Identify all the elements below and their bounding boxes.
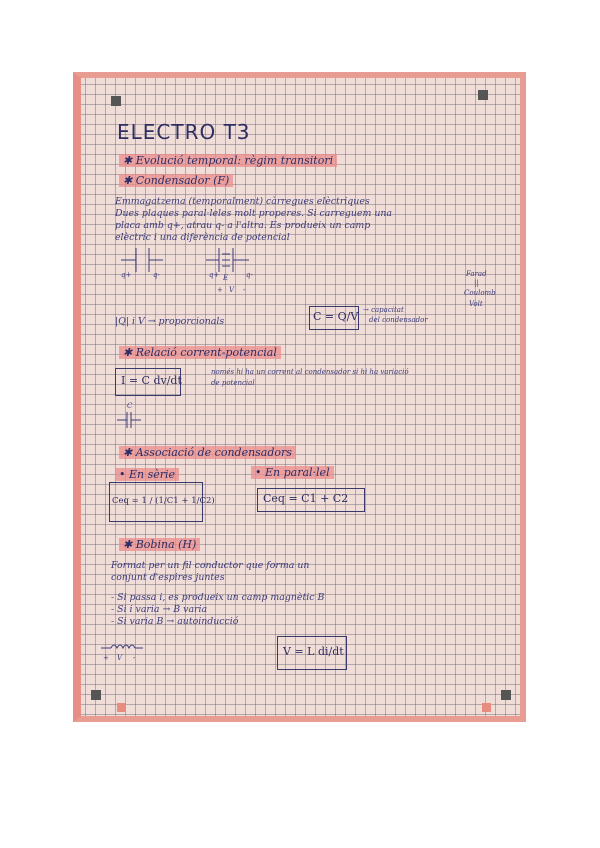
formula-bobina: V = L di/dt (283, 645, 344, 658)
heading-relacio: ✱ Relació corrent-potencial (119, 346, 281, 359)
formula-serie: Ceq = 1 / (1/C1 + 1/C2) (112, 496, 215, 506)
relacio-note-1: només hi ha un corrent al condensador si hi ha variació (211, 368, 409, 376)
side-note-4: Volt (469, 300, 483, 308)
side-note-2: || (474, 279, 479, 287)
condensador-line-3: placa amb q+, atrau q- a l'altra. Es produeix un camp (115, 220, 371, 231)
diagram-label-v: V (229, 286, 235, 294)
capacitat-note-1: → capacitat (363, 306, 404, 314)
formula-capacitat: C = Q/V (313, 310, 359, 323)
condensador-line-2: Dues plaques paral·leles molt properes. Si carreguem una (115, 208, 393, 219)
heading-evolucio: ✱ Evolució temporal: règim transitori (119, 154, 337, 167)
inductor-label-plus: + (103, 654, 109, 662)
bobina-list-3: - Si varia B → autoinducció (111, 616, 239, 627)
proportional-text: |Q| i V → proporcionals (115, 316, 225, 327)
side-note-1: Farad (466, 270, 487, 278)
page-title: ELECTRO T3 (117, 120, 251, 144)
inductor-label-v: V (117, 654, 123, 662)
side-note-3: Coulomb (464, 289, 496, 297)
diagram-label-q2: q- (153, 271, 160, 279)
bobina-list-1: - Si passa i, es produeix un camp magnètic B (111, 592, 325, 603)
condensador-line-1: Emmagatzema (temporalment) càrregues elèctriques (115, 196, 370, 207)
bobina-line-1: Format per un fil conductor que forma un (111, 560, 310, 571)
notebook-sheet (73, 72, 526, 722)
heading-associacio: ✱ Associació de condensadors (119, 446, 296, 459)
formula-parallel: Ceq = C1 + C2 (263, 492, 349, 505)
inductor-label-minus: - (133, 654, 136, 662)
bobina-list-2: - Si i varia → B varia (111, 604, 208, 615)
condensador-line-4: elèctric i una diferència de potencial (115, 232, 290, 243)
relacio-note-2: de potencial (211, 379, 255, 387)
diagram-label-q1: q+ (121, 271, 132, 279)
heading-bobina: ✱ Bobina (H) (119, 538, 200, 551)
heading-condensador: ✱ Condensador (F) (119, 174, 233, 187)
capacitat-note-2: del condensador (369, 316, 428, 324)
formula-corrent: I = C dv/dt (121, 374, 182, 387)
diagram-label-e: E (223, 274, 229, 282)
subheading-parallel: • En paral·lel (251, 466, 334, 479)
subheading-serie: • En sèrie (115, 468, 179, 481)
diagram-label-q4: q- (246, 271, 253, 279)
capacitor-label: C (127, 402, 133, 410)
diagram-label-minus: - (243, 286, 246, 294)
diagram-label-plus: + (217, 286, 223, 294)
diagram-label-q3: q+ (209, 271, 220, 279)
bobina-line-2: conjunt d'espires juntes (111, 572, 225, 583)
